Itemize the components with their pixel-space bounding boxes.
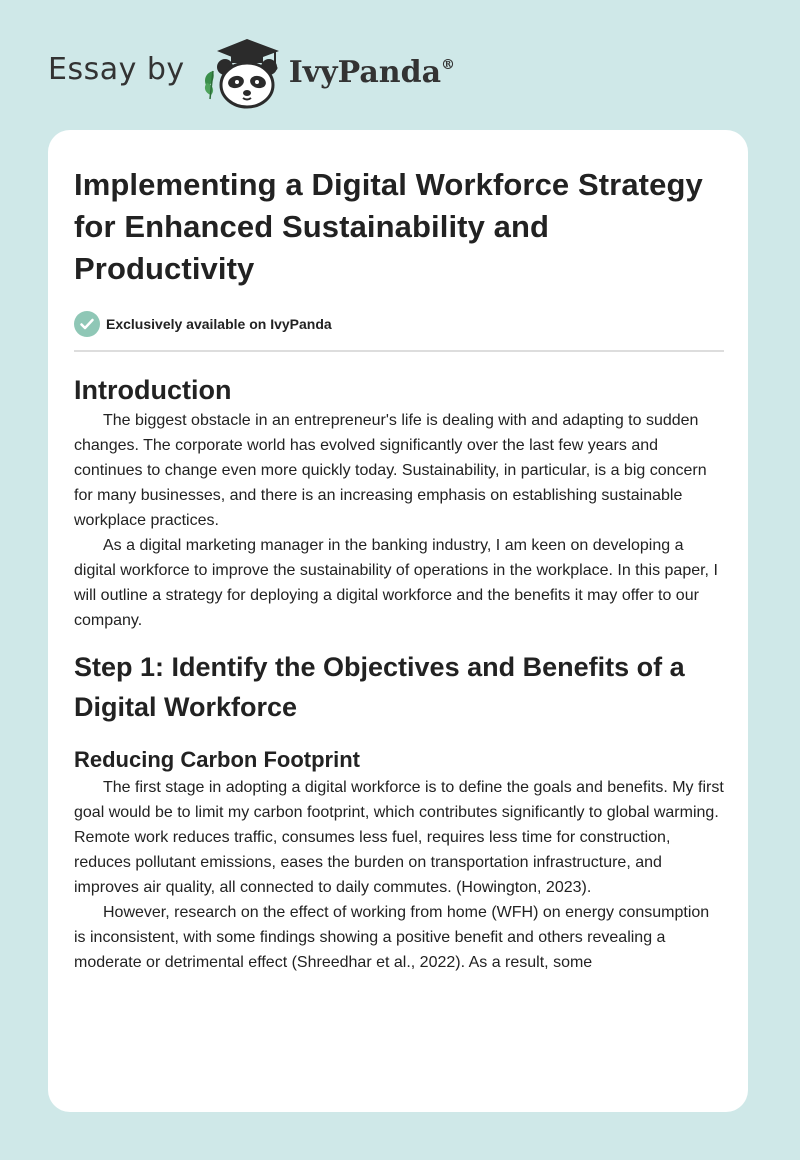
paragraph-intro-1: The biggest obstacle in an entrepreneur's life is dealing with and adapting to sudden changes. The corporate world has evolved significantly over the last few years and continues to change even more quickly today. Sustainability, in particular, is a big concern for many businesses, and there is an increasing emphasis on establishing sustainable workplace practices. (74, 412, 707, 529)
paragraph-step1-1: The first stage in adopting a digital workforce is to define the goals and benefits. My first goal would be to limit my carbon footprint, which contributes significantly to global warming. Remote work reduces traffic, consumes less fuel, requires less time for construction, reduces pollutant emissions, eases the burden on transportation infrastructure, and improves air quality, all connected to daily commutes. (Howington, 2023). (74, 779, 724, 896)
section-heading-introduction: Introduction (74, 375, 232, 405)
paragraph-step1-2: However, research on the effect of working from home (WFH) on energy consumption is inconsistent, with some findings showing a positive benefit and others revealing a moderate or detrimental effect (Shreedhar et al., 2022). As a result, some (74, 904, 710, 971)
brand-name: IvyPanda® (288, 54, 456, 90)
exclusive-badge (74, 310, 724, 338)
subsection-heading-carbon-footprint: Reducing Carbon Footprint (74, 747, 360, 772)
check-circle-icon (74, 311, 100, 337)
registered-mark: ® (441, 56, 456, 73)
section-heading-step-1: Step 1: Identify the Objectives and Benefits of a Digital Workforce (74, 652, 685, 722)
paragraph-intro-2: As a digital marketing manager in the banking industry, I am keen on developing a digital workforce to improve the sustainability of operations in the workplace. In this paper, I will outline a strategy for deploying a digital workforce and the benefits it may offer to our company. (74, 537, 718, 629)
site-header (48, 34, 455, 114)
divider (74, 350, 724, 352)
exclusive-label: Exclusively available on IvyPanda (106, 316, 332, 332)
article-card (48, 130, 748, 1112)
article-content (74, 164, 724, 975)
essay-by-label: Essay by (48, 51, 185, 87)
panda-graduate-logo-icon (201, 37, 283, 111)
article-title: Implementing a Digital Workforce Strategy for Enhanced Sustainability and Productivity (74, 167, 703, 286)
ivypanda-logo[interactable] (201, 37, 455, 111)
